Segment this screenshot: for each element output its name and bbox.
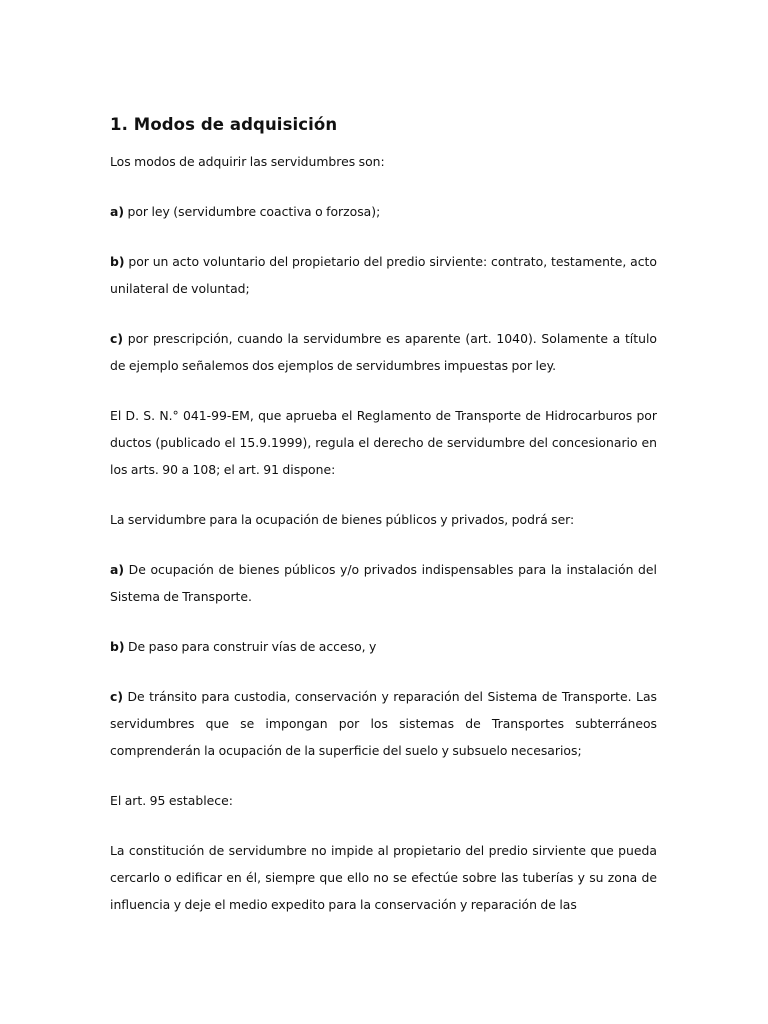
item-marker: c): [110, 689, 124, 704]
paragraph-text: El art. 95 establece:: [110, 793, 233, 808]
item-marker: b): [110, 639, 125, 654]
item-marker: b): [110, 254, 125, 269]
paragraph-text: por ley (servidumbre coactiva o forzosa);: [124, 204, 381, 219]
paragraph-constitucion: [110, 837, 657, 918]
item-marker: a): [110, 562, 125, 577]
paragraph-item-b: [110, 248, 657, 302]
paragraph-art-95: [110, 787, 657, 814]
paragraph-item-c: [110, 325, 657, 379]
paragraph-text: por prescripción, cuando la servidumbre es aparente (art. 1040). Solamente a título de ejemplo señalemos dos ejemplos de servidumbres impuestas por ley.: [110, 331, 657, 373]
paragraph-intro: [110, 148, 657, 175]
paragraph-text: De ocupación de bienes públicos y/o privados indispensables para la instalación del Sistema de Transporte.: [110, 562, 657, 604]
paragraph-servidumbre-intro: [110, 506, 657, 533]
paragraph-text: De tránsito para custodia, conservación y reparación del Sistema de Transporte. Las servidumbres que se impongan por los sistemas de Transportes subterráneos comprenderán la ocupación de la superficie del suelo y subsuelo necesarios;: [110, 689, 657, 758]
section-heading: 1. Modos de adquisición: [110, 115, 338, 134]
paragraph-text: por un acto voluntario del propietario del predio sirviente: contrato, testamente, acto unilateral de voluntad;: [110, 254, 657, 296]
paragraph-text: El D. S. N.° 041-99-EM, que aprueba el Reglamento de Transporte de Hidrocarburos por ductos (publicado el 15.9.1999), regula el derecho de servidumbre del concesionario en los arts. 90 a 108; el art. 91 dispone:: [110, 408, 657, 477]
item-marker: c): [110, 331, 124, 346]
paragraph-text: De paso para construir vías de acceso, y: [124, 639, 377, 654]
paragraph-item-c-transito: [110, 683, 657, 764]
item-marker: a): [110, 204, 125, 219]
paragraph-text: La constitución de servidumbre no impide al propietario del predio sirviente que pueda cercarlo o edificar en él, siempre que ello no se efectúe sobre las tuberías y su zona de influencia y deje el medio expedito para la conservación y reparación de las: [110, 843, 657, 912]
paragraph-text: La servidumbre para la ocupación de bienes públicos y privados, podrá ser:: [110, 512, 575, 527]
paragraph-item-b-paso: [110, 633, 657, 660]
paragraph-item-a: [110, 198, 657, 225]
paragraph-text: Los modos de adquirir las servidumbres son:: [110, 154, 385, 169]
document-page: [110, 114, 657, 941]
paragraph-decree: [110, 402, 657, 483]
paragraph-item-a-ocupacion: [110, 556, 657, 610]
